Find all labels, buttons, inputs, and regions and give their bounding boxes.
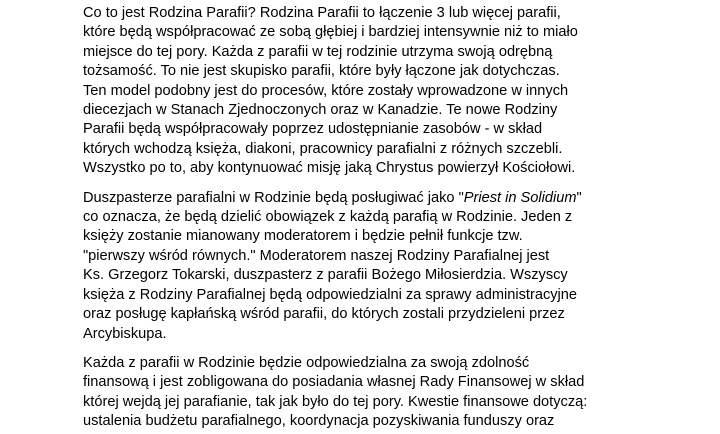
- text-line: Parafii będą współpracowały poprzez udostępnianie zasobów - w skład: [83, 121, 543, 138]
- text-line: Ten model podobny jest do procesów, które zostały wprowadzone w innych: [83, 82, 569, 99]
- text-line: których wchodzą księża, diakoni, pracownicy parafialni z różnych szczebli.: [83, 140, 563, 157]
- paragraph-1: [83, 4, 683, 179]
- text-line: "pierwszy wśród równych." Moderatorem naszej Rodziny Parafialnej jest: [83, 247, 550, 264]
- text-line: Wszystko po to, aby kontynuować misję jaką Chrystus powierzył Kościołowi.: [83, 160, 576, 177]
- text-line-cut-off: ustalenia budżetu parafialnego, koordynacja pozyskiwania funduszy oraz: [83, 413, 555, 430]
- document-body: [83, 4, 683, 434]
- text-line: Arcybiskupa.: [83, 325, 167, 342]
- text-line: [83, 189, 683, 208]
- text-line: Ks. Grzegorz Tokarski, duszpasterz z parafii Bożego Miłosierdzia. Wszyscy: [83, 267, 568, 284]
- text-line: tożsamość. To nie jest skupisko parafii, które były łączone jak dotychczas.: [83, 63, 560, 80]
- paragraph-3: [83, 354, 683, 430]
- text-fragment: Duszpasterze parafialni w Rodzinie będą posługiwać jako ": [83, 189, 464, 206]
- text-line: księża z Rodziny Parafialnej będą odpowiedzialni za sprawy administracyjne: [83, 286, 578, 303]
- text-line: księży zostanie mianowany moderatorem i będzie pełnił funkcje tzw.: [83, 228, 523, 245]
- italic-term: Priest in Solidium: [463, 189, 577, 206]
- text-line: Każda z parafii w Rodzinie będzie odpowiedzialna za swoją zdolność: [83, 354, 530, 371]
- paragraph-2: [83, 189, 683, 344]
- text-line: które będą współpracować ze sobą głębiej i bardziej intensywnie niż to miało: [83, 24, 578, 41]
- text-fragment: ": [576, 189, 582, 206]
- text-line: finansową i jest zobligowana do posiadania własnej Rady Finansowej w skład: [83, 374, 585, 391]
- text-line: Co to jest Rodzina Parafii? Rodzina Parafii to łączenie 3 lub więcej parafii,: [83, 5, 561, 21]
- text-line: co oznacza, że będą dzielić obowiązek z każdą parafią w Rodzinie. Jeden z: [83, 209, 573, 226]
- text-line: miejsce do tej pory. Każda z parafii w tej rodzinie utrzyma swoją odrębną: [83, 43, 553, 60]
- text-line: oraz posługę kapłańską wśród parafii, do których zostali przydzieleni przez: [83, 306, 565, 323]
- text-line: której wejdą jej parafianie, tak jak było do tej pory. Kwestie finansowe dotyczą:: [83, 393, 588, 410]
- text-line: diecezjach w Stanach Zjednoczonych oraz w Kanadzie. Te nowe Rodziny: [83, 102, 558, 119]
